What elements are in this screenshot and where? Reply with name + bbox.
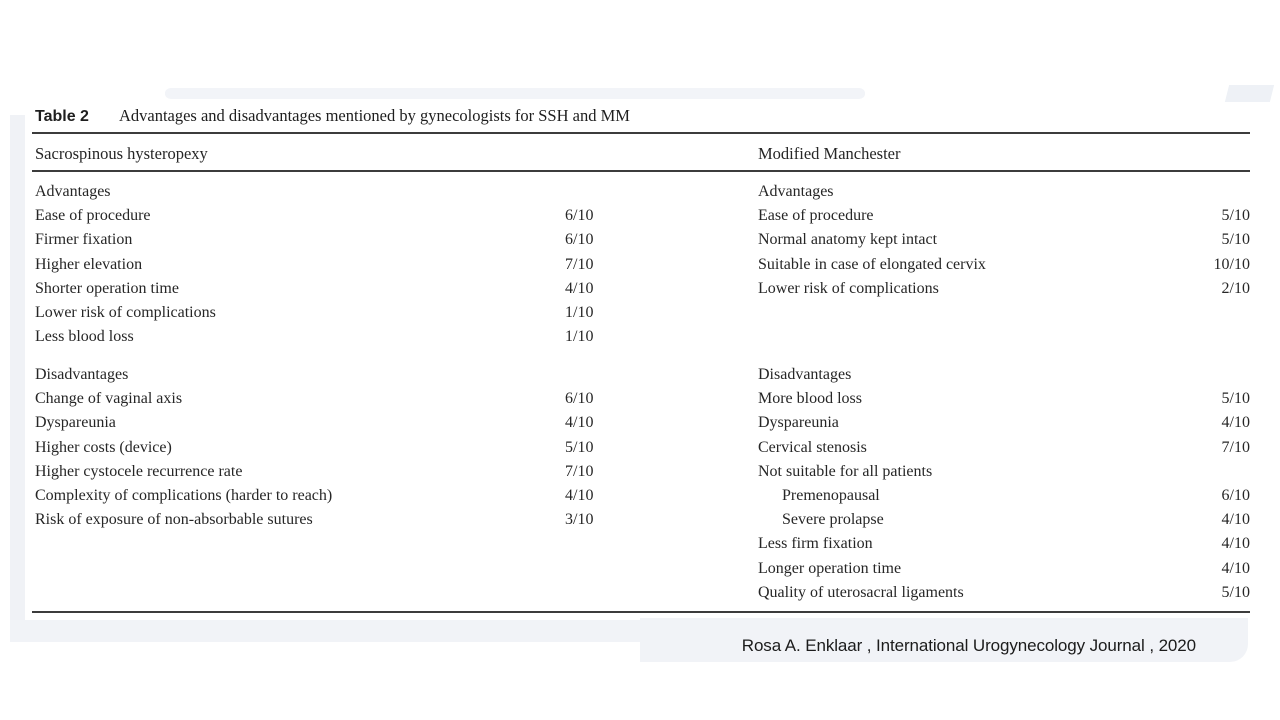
- row-value: 6/10: [1221, 486, 1250, 504]
- table-row: [758, 204, 1250, 228]
- row-label: Ease of procedure: [35, 207, 151, 225]
- row-value: 10/10: [1213, 255, 1250, 273]
- row-label: Normal anatomy kept intact: [758, 231, 938, 249]
- row-value: 7/10: [565, 255, 594, 273]
- row-label: Higher elevation: [35, 255, 143, 273]
- row-value: 4/10: [565, 414, 594, 432]
- row-label: Cervical stenosis: [758, 438, 867, 456]
- section-label: Advantages: [758, 183, 834, 200]
- row-label: Risk of exposure of non-absorbable sutures: [35, 511, 313, 529]
- table-row: [35, 436, 605, 460]
- row-value: 2/10: [1221, 279, 1250, 297]
- table-row: [758, 581, 1250, 605]
- row-value: 4/10: [1221, 535, 1250, 553]
- row-value: 4/10: [565, 486, 594, 504]
- table-top-rule: [32, 132, 1250, 134]
- table-row: [35, 301, 605, 325]
- row-value: 5/10: [1221, 207, 1250, 225]
- table-row: [35, 277, 605, 301]
- row-value: 5/10: [1221, 390, 1250, 408]
- row-value: 5/10: [565, 438, 594, 456]
- table-row: [35, 325, 605, 349]
- table-row: [758, 460, 1250, 484]
- citation-credit: Rosa A. Enklaar , International Urogynecology Journal , 2020: [741, 636, 1196, 655]
- section-label: Disadvantages: [35, 366, 129, 383]
- table-row: [35, 460, 605, 484]
- table-row: [758, 228, 1250, 252]
- table-row: [758, 411, 1250, 435]
- table-caption: [35, 106, 630, 126]
- row-label: Less blood loss: [35, 328, 134, 346]
- row-value: 5/10: [1221, 583, 1250, 601]
- row-value: 4/10: [1221, 511, 1250, 529]
- row-value: 1/10: [565, 328, 594, 346]
- table-row: [35, 253, 605, 277]
- row-label: Lower risk of complications: [758, 279, 939, 297]
- row-label: Not suitable for all patients: [758, 462, 933, 480]
- table-row: [35, 508, 605, 532]
- table-row: [758, 253, 1250, 277]
- row-label: Higher costs (device): [35, 438, 172, 456]
- table-row: [758, 484, 1250, 508]
- section-label: Disadvantages: [758, 366, 852, 383]
- table-header-rule: [32, 170, 1250, 172]
- row-value: 6/10: [565, 390, 594, 408]
- row-value: 4/10: [1221, 559, 1250, 577]
- table-row: [758, 532, 1250, 556]
- row-label: Lower risk of complications: [35, 303, 216, 321]
- row-value: 6/10: [565, 231, 594, 249]
- section-label: Advantages: [35, 183, 111, 200]
- row-value: 3/10: [565, 511, 594, 529]
- ssh-disadvantages-section: [35, 363, 605, 532]
- row-value: 7/10: [565, 462, 594, 480]
- table-row: [35, 484, 605, 508]
- scan-shadow-top-right: [1225, 85, 1274, 102]
- table-bottom-rule: [32, 611, 1250, 613]
- row-label: Change of vaginal axis: [35, 390, 183, 408]
- row-value: 1/10: [565, 303, 594, 321]
- scan-shadow-left: [10, 115, 25, 642]
- table-title: Advantages and disadvantages mentioned by gynecologists for SSH and MM: [118, 106, 630, 125]
- row-label: Premenopausal: [782, 486, 880, 504]
- table-row: [35, 387, 605, 411]
- row-label: Longer operation time: [758, 559, 902, 577]
- ssh-advantages-section: [35, 180, 605, 349]
- row-label: Suitable in case of elongated cervix: [758, 255, 986, 273]
- column-header-mm: Modified Manchester: [758, 144, 901, 163]
- row-value: 4/10: [1221, 414, 1250, 432]
- mm-disadvantages-section: [758, 363, 1250, 605]
- row-value: 5/10: [1221, 231, 1250, 249]
- row-label: More blood loss: [758, 390, 862, 408]
- mm-advantages-section: [758, 180, 1250, 301]
- row-label: Dyspareunia: [35, 414, 116, 432]
- row-label: Firmer fixation: [35, 231, 133, 249]
- table-number: Table 2: [35, 108, 89, 125]
- row-label: Shorter operation time: [35, 279, 179, 297]
- table-row: [35, 411, 605, 435]
- row-label: Ease of procedure: [758, 207, 874, 225]
- table-row: [758, 277, 1250, 301]
- row-label: Quality of uterosacral ligaments: [758, 583, 964, 601]
- row-label: Severe prolapse: [782, 511, 884, 529]
- row-value: 7/10: [1221, 438, 1250, 456]
- row-label: Less firm fixation: [758, 535, 873, 553]
- table-row: [758, 557, 1250, 581]
- scan-shadow-top: [165, 88, 865, 99]
- table-row: [758, 508, 1250, 532]
- row-label: Complexity of complications (harder to reach): [35, 486, 333, 504]
- table-row: [35, 228, 605, 252]
- column-header-ssh: Sacrospinous hysteropexy: [35, 144, 208, 163]
- table-row: [758, 387, 1250, 411]
- table-row: [35, 204, 605, 228]
- row-value: 4/10: [565, 279, 594, 297]
- row-value: 6/10: [565, 207, 594, 225]
- row-label: Higher cystocele recurrence rate: [35, 462, 243, 480]
- table-row: [758, 436, 1250, 460]
- row-label: Dyspareunia: [758, 414, 839, 432]
